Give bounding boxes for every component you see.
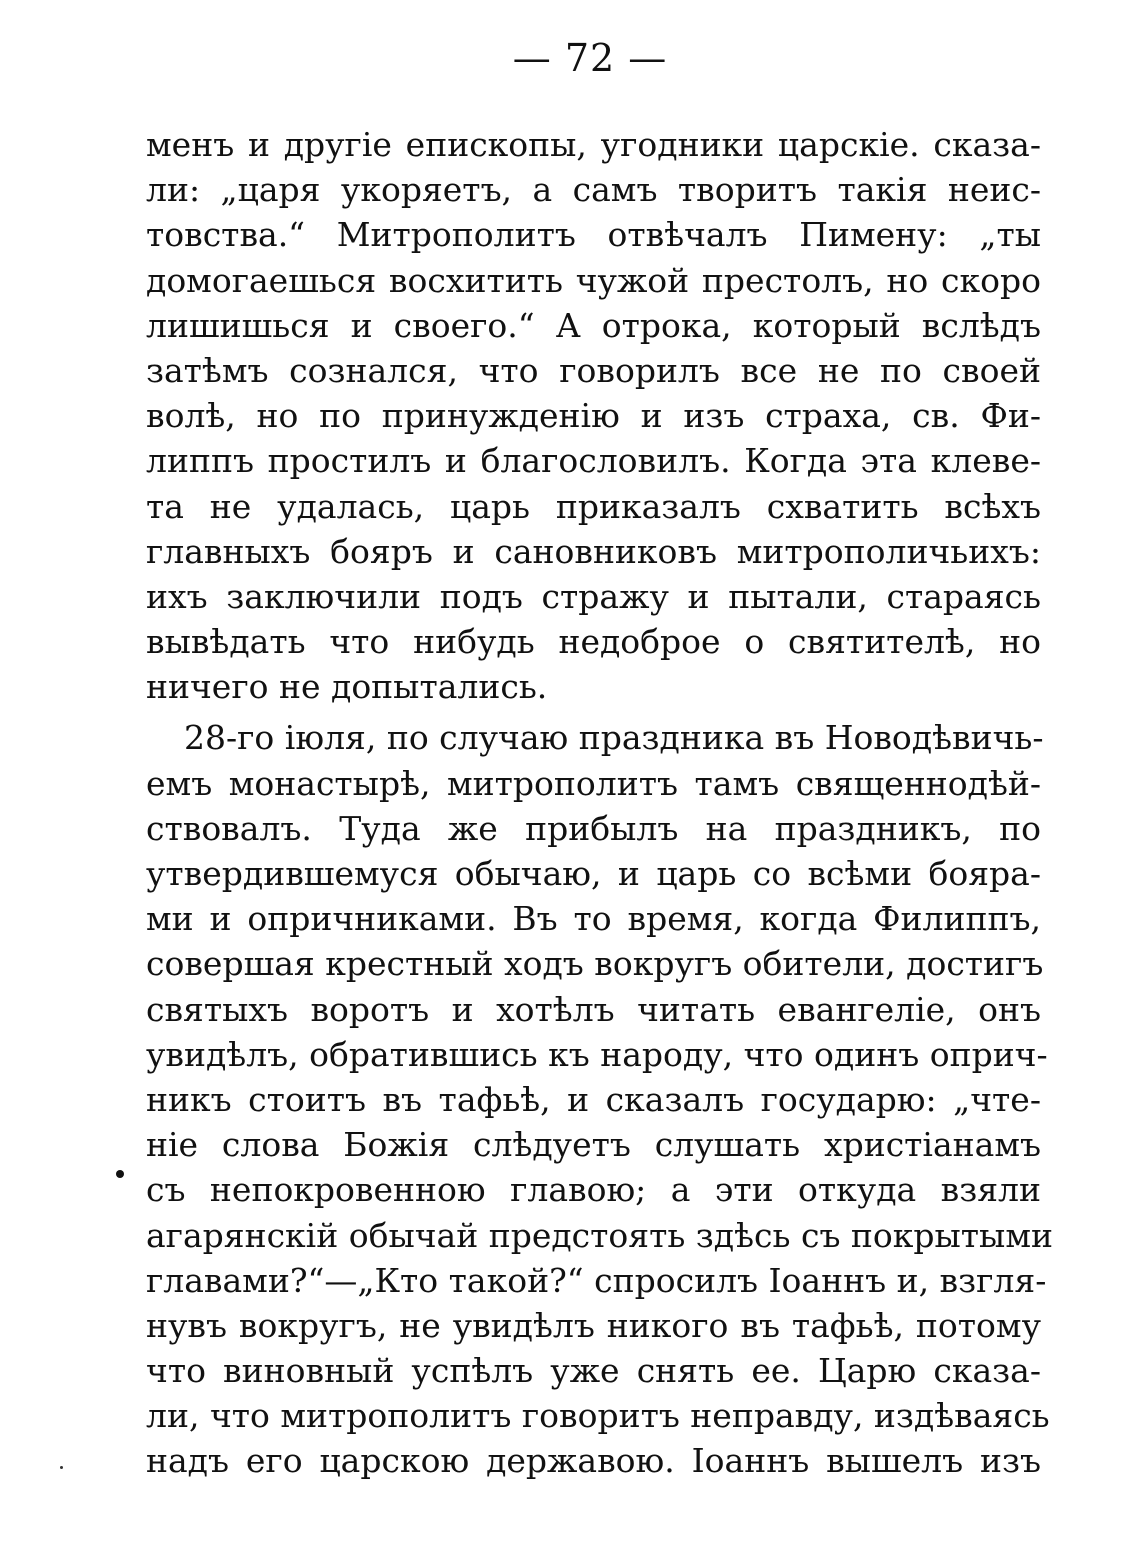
text-line: ніе слова Божія слѣдуетъ слушать христіанамъ xyxy=(146,1125,1041,1165)
text-line: емъ монастырѣ, митрополитъ тамъ священнодѣй- xyxy=(146,763,1041,803)
text-line: что виновный успѣлъ уже снять ее. Царю сказа- xyxy=(146,1351,1041,1391)
text-line: святыхъ воротъ и хотѣлъ читать евангеліе, онъ xyxy=(146,989,1041,1029)
text-line: увидѣлъ, обратившись къ народу, что одинъ оприч- xyxy=(146,1034,1048,1074)
text-line: съ непокровенною главою; а эти откуда взяли xyxy=(146,1170,1041,1210)
text-line: ми и опричниками. Въ то время, когда Филиппъ, xyxy=(146,899,1041,939)
text-line: главныхъ бояръ и сановниковъ митрополичьихъ: xyxy=(146,531,1041,571)
margin-dot-mark xyxy=(116,1170,124,1178)
paragraph-2 xyxy=(146,715,1053,1483)
paragraph-1 xyxy=(146,122,1041,709)
scan-speck xyxy=(60,1466,63,1469)
text-line: волѣ, но по принужденію и изъ страха, св. Фи- xyxy=(146,396,1041,436)
text-line: домогаешься восхитить чужой престолъ, но скоро xyxy=(146,260,1041,300)
text-line: вывѣдать что нибудь недоброе о святителѣ, но xyxy=(146,622,1041,662)
text-line: ли: „царя укоряетъ, а самъ творитъ такія неис- xyxy=(146,170,1041,210)
text-line: затѣмъ сознался, что говорилъ все не по своей xyxy=(146,350,1041,390)
text-line: липпъ простилъ и благословилъ. Когда эта клеве- xyxy=(146,441,1041,481)
text-line: ничего не допытались. xyxy=(146,667,548,707)
text-line: ствовалъ. Туда же прибылъ на праздникъ, по xyxy=(146,808,1041,848)
text-line: нувъ вокругъ, не увидѣлъ никого въ тафьѣ, потому xyxy=(146,1305,1041,1345)
text-line: надъ его царскою державою. Іоаннъ вышелъ изъ xyxy=(146,1441,1041,1481)
text-line: 28-го іюля, по случаю праздника въ Новодѣвичь- xyxy=(184,718,1044,758)
text-line: совершая крестный ходъ вокругъ обители, достигъ xyxy=(146,944,1044,984)
text-line: главами?“—„Кто такой?“ спросилъ Іоаннъ и, взгля- xyxy=(146,1260,1047,1300)
text-line: товства.“ Митрополитъ отвѣчалъ Пимену: „ты xyxy=(146,215,1041,255)
text-line: та не удалась, царь приказалъ схватить всѣхъ xyxy=(146,486,1041,526)
text-line: лишишься и своего.“ А отрока, который вслѣдъ xyxy=(146,305,1041,345)
text-line: агарянскій обычай предстоять здѣсь съ покрытыми xyxy=(146,1215,1053,1255)
body-text xyxy=(146,122,1053,1484)
text-line: утвердившемуся обычаю, и царь со всѣми бояра- xyxy=(146,854,1041,893)
text-line: ли, что митрополитъ говоритъ неправду, издѣваясь xyxy=(146,1396,1050,1436)
text-line: менъ и другіе епископы, угодники царскіе. сказа- xyxy=(146,125,1041,164)
page-number: — 72 — xyxy=(512,36,668,80)
text-line: ихъ заключили подъ стражу и пытали, стараясь xyxy=(146,576,1041,616)
text-line: никъ стоитъ въ тафьѣ, и сказалъ государю: „чте- xyxy=(146,1079,1041,1119)
